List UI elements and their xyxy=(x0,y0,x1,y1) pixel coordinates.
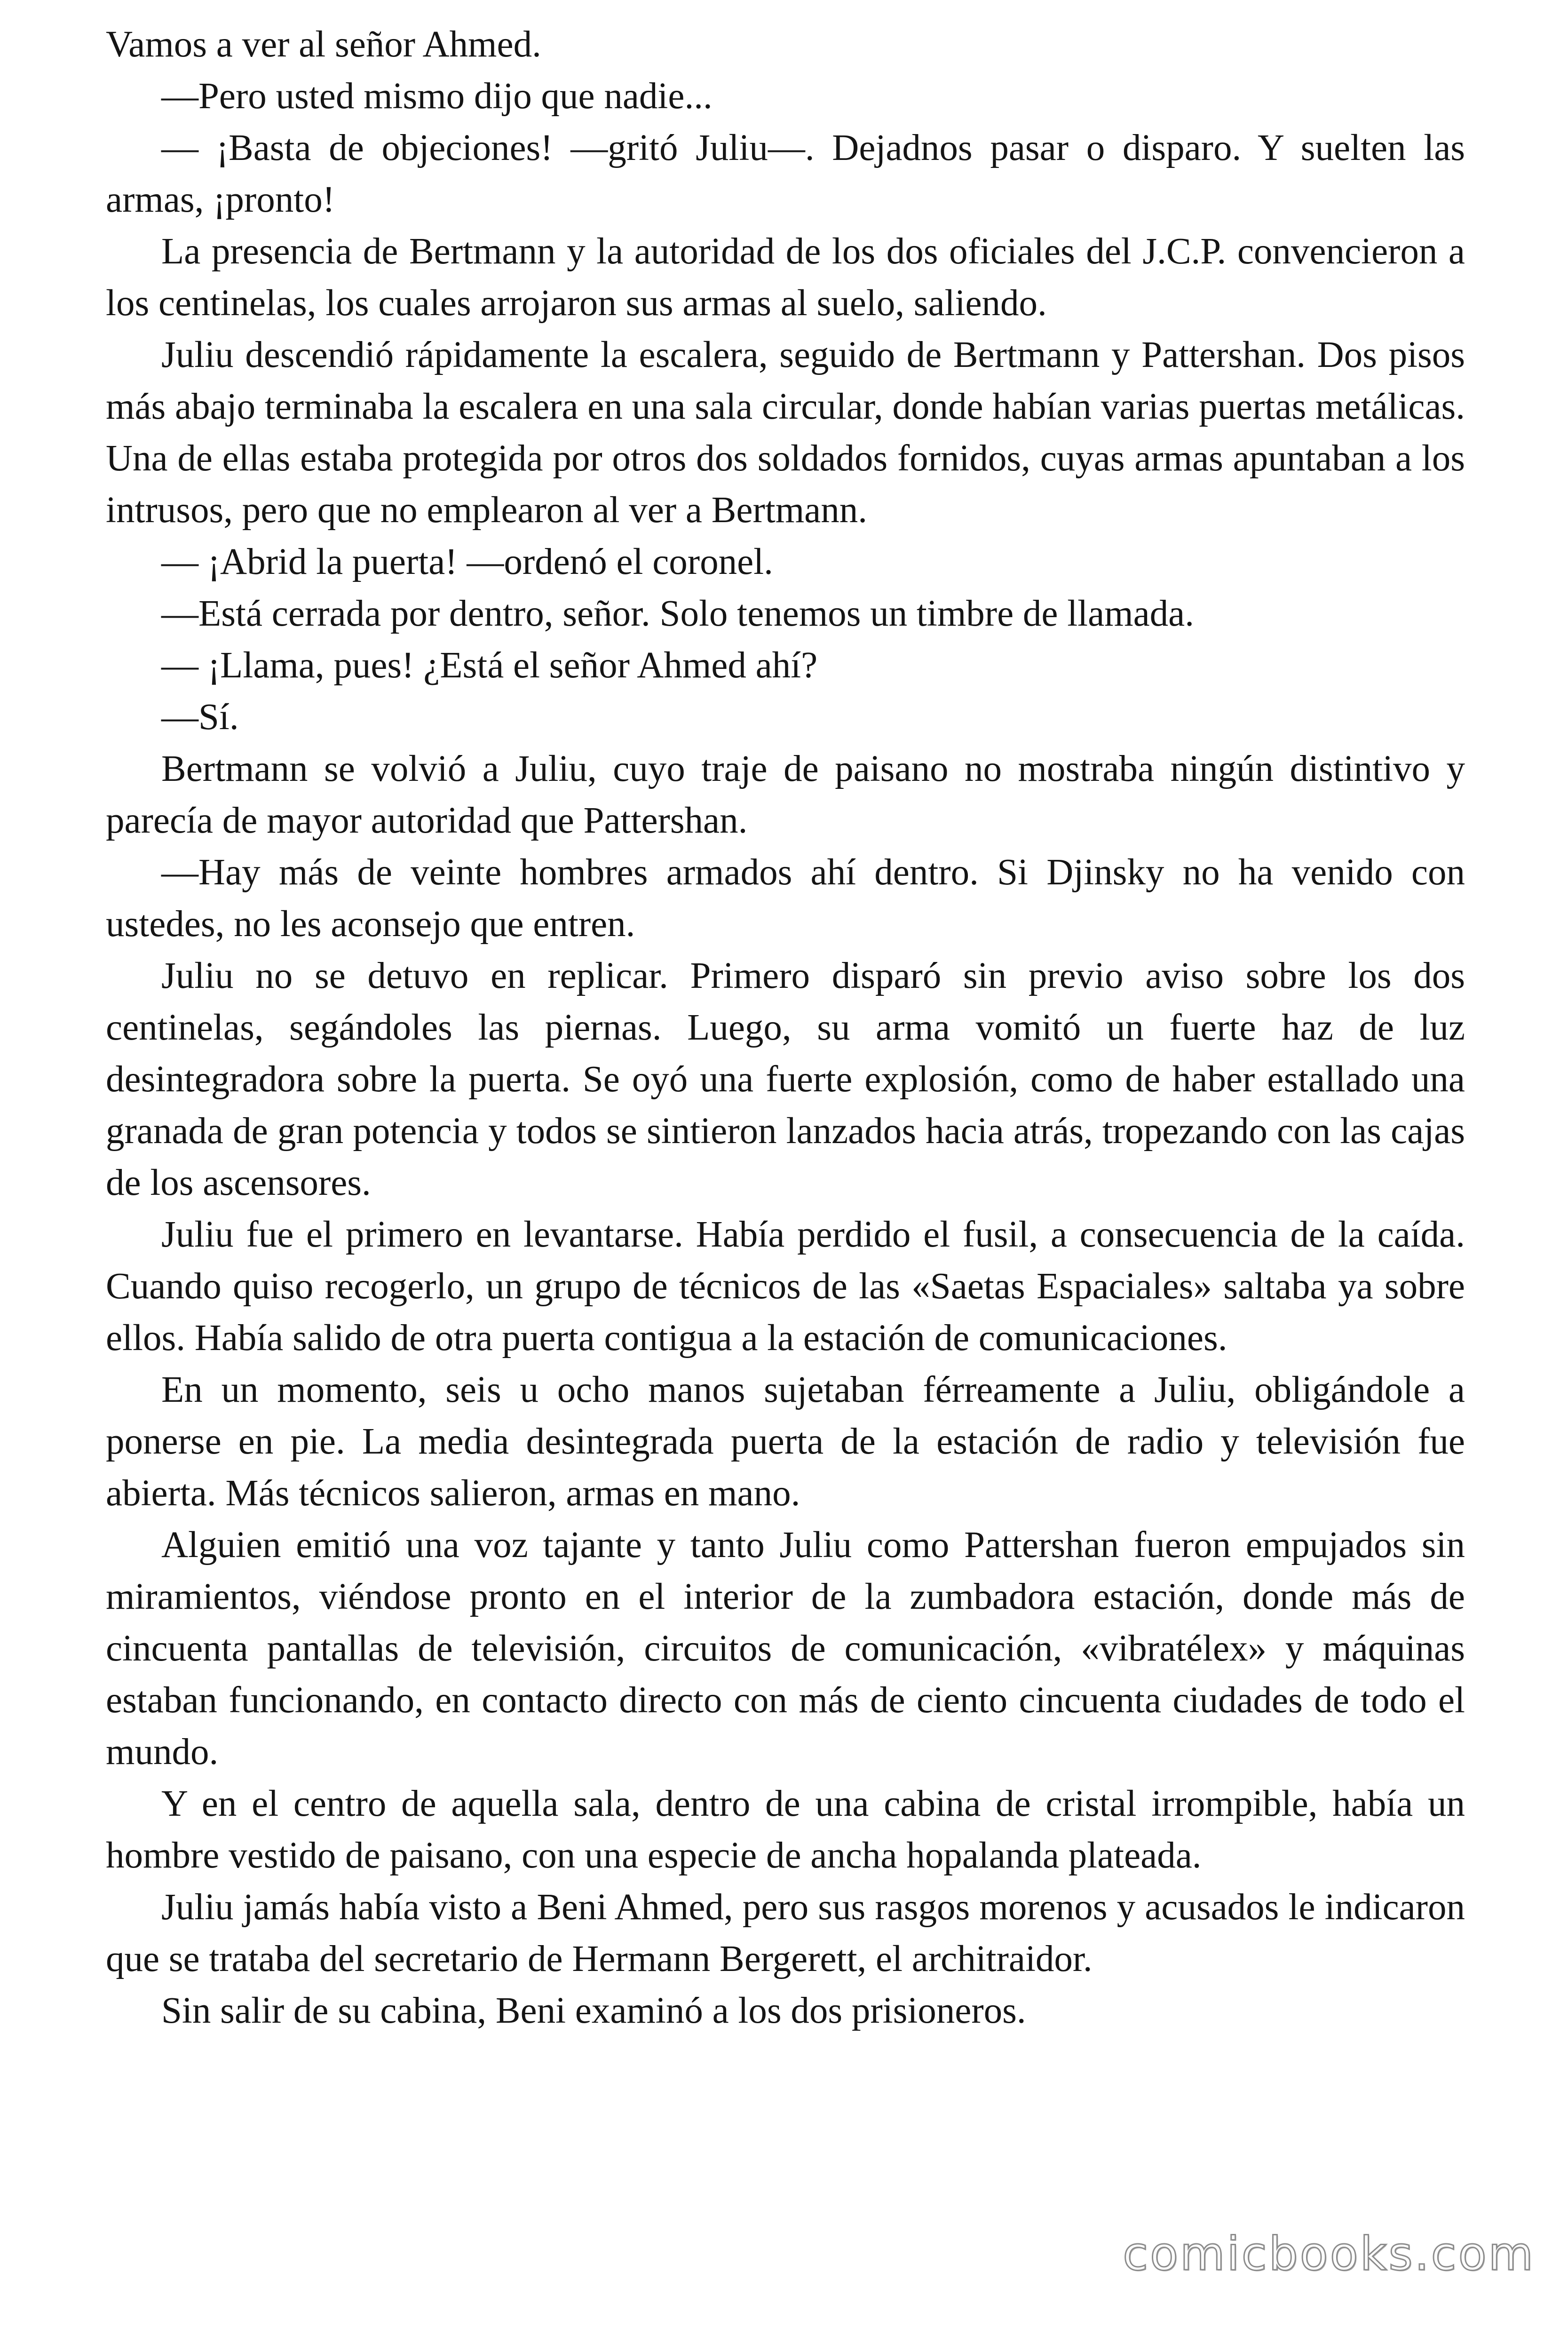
paragraph: Sin salir de su cabina, Beni examinó a los dos prisioneros. xyxy=(161,1990,1026,2031)
paragraph: Juliu descendió rápidamente la escalera, seguido de Bertmann y Pattershan. Dos pisos más abajo terminaba la escalera en una sala circular, donde habían varias puertas metálicas. Una de ellas estaba protegida por otros dos soldados fornidos, cuyas armas apuntaban a los intrusos, pero que no emplearon al ver a Bertmann. xyxy=(106,334,1465,531)
paragraph: — ¡Basta de objeciones! —gritó Juliu—. Dejadnos pasar o disparo. Y suelten las armas, ¡pronto! xyxy=(106,127,1465,220)
paragraph: Juliu no se detuvo en replicar. Primero disparó sin previo aviso sobre los dos centinelas, segándoles las piernas. Luego, su arma vomitó un fuerte haz de luz desintegradora sobre la puerta. Se oyó una fuerte explosión, como de haber estallado una granada de gran potencia y todos se sintieron lanzados hacia atrás, tropezando con las cajas de los ascensores. xyxy=(106,955,1465,1203)
paragraph: Bertmann se volvió a Juliu, cuyo traje de paisano no mostraba ningún distintivo y parecía de mayor autoridad que Pattershan. xyxy=(106,748,1465,841)
watermark-logo: comicbooks.com xyxy=(1123,2227,1535,2281)
paragraph: Vamos a ver al señor Ahmed. xyxy=(106,24,541,65)
paragraph: —Está cerrada por dentro, señor. Solo tenemos un timbre de llamada. xyxy=(161,593,1194,634)
paragraph: Juliu jamás había visto a Beni Ahmed, pero sus rasgos morenos y acusados le indicaron que se trataba del secretario de Hermann Bergerett, el architraidor. xyxy=(106,1887,1465,1979)
paragraph: — ¡Abrid la puerta! —ordenó el coronel. xyxy=(161,541,773,582)
book-page-text xyxy=(106,19,1465,2037)
paragraph: Alguien emitió una voz tajante y tanto Juliu como Pattershan fueron empujados sin miramientos, viéndose pronto en el interior de la zumbadora estación, donde más de cincuenta pantallas de televisión, circuitos de comunicación, «vibratélex» y máquinas estaban funcionando, en contacto directo con más de ciento cincuenta ciudades de todo el mundo. xyxy=(106,1525,1465,1772)
paragraph: —Pero usted mismo dijo que nadie... xyxy=(161,76,713,117)
paragraph: Juliu fue el primero en levantarse. Había perdido el fusil, a consecuencia de la caída. Cuando quiso recogerlo, un grupo de técnicos de las «Saetas Espaciales» saltaba ya sobre ellos. Había salido de otra puerta contigua a la estación de comunicaciones. xyxy=(106,1214,1465,1359)
paragraph: En un momento, seis u ocho manos sujetaban férreamente a Juliu, obligándole a ponerse en pie. La media desintegrada puerta de la estación de radio y televisión fue abierta. Más técnicos salieron, armas en mano. xyxy=(106,1369,1465,1514)
paragraph: —Sí. xyxy=(161,697,239,738)
paragraph: —Hay más de veinte hombres armados ahí dentro. Si Djinsky no ha venido con ustedes, no les aconsejo que entren. xyxy=(106,852,1465,945)
paragraph: La presencia de Bertmann y la autoridad de los dos oficiales del J.C.P. convencieron a los centinelas, los cuales arrojaron sus armas al suelo, saliendo. xyxy=(106,231,1465,324)
paragraph: Y en el centro de aquella sala, dentro de una cabina de cristal irrompible, había un hombre vestido de paisano, con una especie de ancha hopalanda plateada. xyxy=(106,1783,1465,1876)
paragraph: — ¡Llama, pues! ¿Está el señor Ahmed ahí? xyxy=(161,645,818,686)
